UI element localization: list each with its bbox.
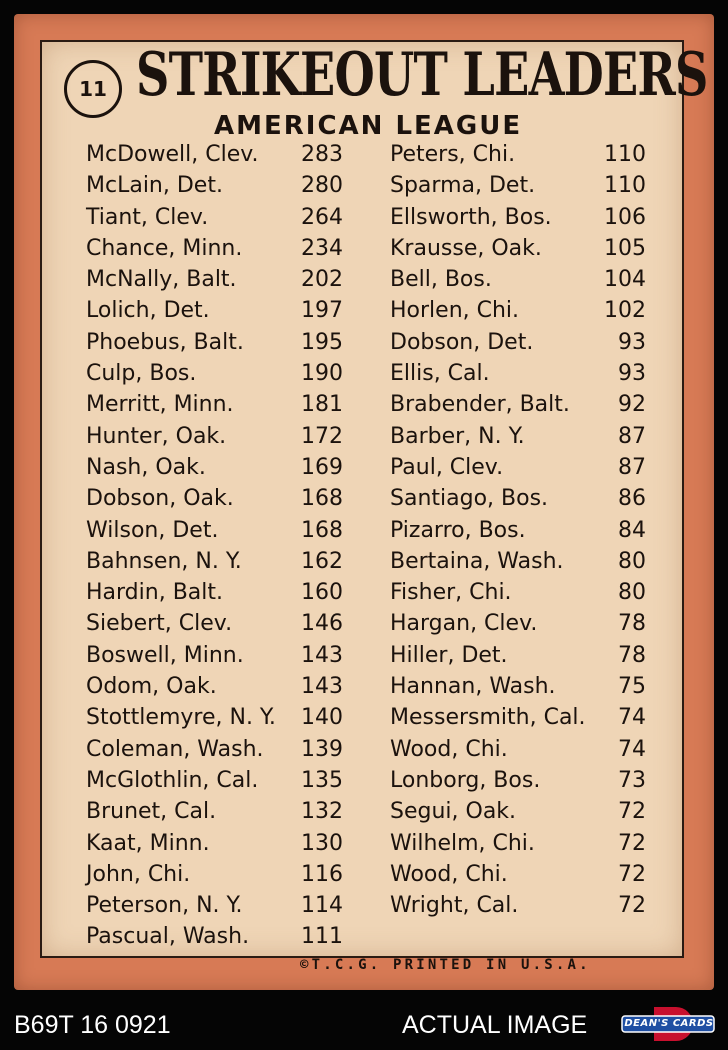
card-number: 11 bbox=[79, 77, 107, 101]
strikeout-total: 143 bbox=[301, 674, 343, 700]
leader-row bbox=[86, 862, 343, 893]
strikeout-total: 110 bbox=[604, 142, 646, 167]
player-name: McNally, Balt. bbox=[86, 267, 237, 293]
strikeout-total: 80 bbox=[618, 580, 646, 606]
strikeout-total: 168 bbox=[301, 486, 343, 512]
leader-row bbox=[86, 705, 343, 736]
leader-row bbox=[390, 705, 646, 736]
player-name: Bahnsen, N. Y. bbox=[86, 548, 242, 574]
player-name: Wright, Cal. bbox=[390, 893, 519, 919]
left-leaders-list bbox=[86, 142, 343, 956]
strikeout-total: 168 bbox=[301, 517, 343, 543]
leader-row bbox=[390, 392, 646, 423]
strikeout-total: 130 bbox=[301, 830, 343, 856]
strikeout-total: 116 bbox=[301, 861, 343, 887]
player-name: Odom, Oak. bbox=[86, 674, 217, 700]
player-name: Wood, Chi. bbox=[390, 736, 508, 762]
strikeout-total: 104 bbox=[604, 267, 646, 293]
strikeout-total: 143 bbox=[301, 642, 343, 668]
leader-row bbox=[390, 518, 646, 549]
player-name: Hiller, Det. bbox=[390, 642, 508, 668]
leader-row bbox=[86, 142, 343, 173]
player-name: Wood, Chi. bbox=[390, 861, 508, 887]
leader-row bbox=[86, 831, 343, 862]
leader-row bbox=[390, 549, 646, 580]
strikeout-total: 181 bbox=[301, 392, 343, 418]
player-name: Stottlemyre, N. Y. bbox=[86, 705, 276, 731]
strikeout-total: 75 bbox=[618, 674, 646, 700]
leader-row bbox=[390, 298, 646, 329]
logo-text: DEAN'S CARDS bbox=[624, 1018, 714, 1029]
leader-row bbox=[86, 580, 343, 611]
leader-row bbox=[390, 893, 646, 924]
strikeout-total: 114 bbox=[301, 893, 343, 919]
strikeout-total: 132 bbox=[301, 799, 343, 825]
leader-row bbox=[86, 236, 343, 267]
leader-row bbox=[390, 611, 646, 642]
leader-row bbox=[390, 173, 646, 204]
leader-row bbox=[390, 424, 646, 455]
leader-row bbox=[390, 142, 646, 173]
player-name: Brunet, Cal. bbox=[86, 799, 217, 825]
strikeout-total: 72 bbox=[618, 893, 646, 919]
strikeout-total: 87 bbox=[618, 423, 646, 449]
leader-row bbox=[390, 799, 646, 830]
player-name: Bertaina, Wash. bbox=[390, 548, 564, 574]
strikeout-total: 283 bbox=[301, 142, 343, 167]
leader-row bbox=[390, 831, 646, 862]
strikeout-total: 140 bbox=[301, 705, 343, 731]
player-name: McGlothlin, Cal. bbox=[86, 767, 259, 793]
leader-row bbox=[390, 205, 646, 236]
player-name: Dobson, Det. bbox=[390, 329, 534, 355]
leader-row bbox=[390, 236, 646, 267]
actual-image-label: ACTUAL IMAGE bbox=[402, 1011, 588, 1039]
strikeout-total: 160 bbox=[301, 580, 343, 606]
player-name: Hargan, Clev. bbox=[390, 611, 538, 637]
strikeout-total: 190 bbox=[301, 361, 343, 387]
strikeout-total: 93 bbox=[618, 361, 646, 387]
player-name: Boswell, Minn. bbox=[86, 642, 244, 668]
leader-row bbox=[86, 799, 343, 830]
player-name: Paul, Clev. bbox=[390, 454, 504, 480]
player-name: Siebert, Clev. bbox=[86, 611, 233, 637]
leader-row bbox=[390, 330, 646, 361]
strikeout-total: 146 bbox=[301, 611, 343, 637]
strikeout-total: 84 bbox=[618, 517, 646, 543]
strikeout-total: 169 bbox=[301, 454, 343, 480]
player-name: Bell, Bos. bbox=[390, 267, 492, 293]
leader-row bbox=[390, 267, 646, 298]
leader-row bbox=[86, 611, 343, 642]
card-subtitle: AMERICAN LEAGUE bbox=[214, 111, 523, 141]
player-name: Peterson, N. Y. bbox=[86, 893, 243, 919]
leader-row bbox=[390, 361, 646, 392]
strikeout-total: 102 bbox=[604, 298, 646, 324]
strikeout-total: 195 bbox=[301, 329, 343, 355]
player-name: Hunter, Oak. bbox=[86, 423, 227, 449]
strikeout-total: 111 bbox=[301, 924, 343, 950]
strikeout-total: 78 bbox=[618, 611, 646, 637]
leader-row bbox=[86, 205, 343, 236]
player-name: Horlen, Chi. bbox=[390, 298, 520, 324]
leader-row bbox=[86, 893, 343, 924]
player-name: Merritt, Minn. bbox=[86, 392, 234, 418]
player-name: Pizarro, Bos. bbox=[390, 517, 526, 543]
player-name: McDowell, Clev. bbox=[86, 142, 259, 167]
player-name: Segui, Oak. bbox=[390, 799, 517, 825]
strikeout-total: 280 bbox=[301, 173, 343, 199]
card-number-badge bbox=[64, 60, 122, 118]
strikeout-total: 234 bbox=[301, 235, 343, 261]
strikeout-total: 264 bbox=[301, 204, 343, 230]
player-name: Pascual, Wash. bbox=[86, 924, 250, 950]
strikeout-total: 162 bbox=[301, 548, 343, 574]
strikeout-total: 110 bbox=[604, 173, 646, 199]
player-name: John, Chi. bbox=[86, 861, 191, 887]
leader-row bbox=[86, 424, 343, 455]
strikeout-total: 92 bbox=[618, 392, 646, 418]
leader-row bbox=[390, 674, 646, 705]
player-name: Fisher, Chi. bbox=[390, 580, 512, 606]
strikeout-total: 72 bbox=[618, 799, 646, 825]
strikeout-total: 78 bbox=[618, 642, 646, 668]
player-name: Wilson, Det. bbox=[86, 517, 219, 543]
leader-row bbox=[86, 518, 343, 549]
strikeout-total: 72 bbox=[618, 830, 646, 856]
leader-row bbox=[86, 267, 343, 298]
player-name: Hardin, Balt. bbox=[86, 580, 223, 606]
player-name: Hannan, Wash. bbox=[390, 674, 556, 700]
strikeout-total: 93 bbox=[618, 329, 646, 355]
strikeout-total: 80 bbox=[618, 548, 646, 574]
leader-row bbox=[86, 392, 343, 423]
player-name: Tiant, Clev. bbox=[86, 204, 209, 230]
strikeout-total: 106 bbox=[604, 204, 646, 230]
strikeout-total: 74 bbox=[618, 705, 646, 731]
copyright-line: ©T.C.G. PRINTED IN U.S.A. bbox=[300, 957, 591, 973]
strikeout-total: 72 bbox=[618, 861, 646, 887]
leader-row bbox=[390, 643, 646, 674]
leader-row bbox=[390, 580, 646, 611]
player-name: Ellsworth, Bos. bbox=[390, 204, 552, 230]
strikeout-total: 73 bbox=[618, 767, 646, 793]
leader-row bbox=[86, 737, 343, 768]
player-name: Kaat, Minn. bbox=[86, 830, 210, 856]
leader-row bbox=[86, 298, 343, 329]
strikeout-total: 139 bbox=[301, 736, 343, 762]
strikeout-total: 202 bbox=[301, 267, 343, 293]
leader-row bbox=[86, 486, 343, 517]
player-name: Brabender, Balt. bbox=[390, 392, 570, 418]
player-name: Santiago, Bos. bbox=[390, 486, 549, 512]
leader-row bbox=[390, 862, 646, 893]
player-name: Nash, Oak. bbox=[86, 454, 206, 480]
strikeout-total: 105 bbox=[604, 235, 646, 261]
leader-row bbox=[86, 330, 343, 361]
player-name: Lonborg, Bos. bbox=[390, 767, 541, 793]
player-name: Coleman, Wash. bbox=[86, 736, 264, 762]
player-name: McLain, Det. bbox=[86, 173, 223, 199]
player-name: Messersmith, Cal. bbox=[390, 705, 586, 731]
strikeout-total: 197 bbox=[301, 298, 343, 324]
leader-row bbox=[86, 924, 343, 955]
player-name: Peters, Chi. bbox=[390, 142, 516, 167]
leader-row bbox=[86, 768, 343, 799]
leader-row bbox=[390, 768, 646, 799]
player-name: Krausse, Oak. bbox=[390, 235, 542, 261]
player-name: Phoebus, Balt. bbox=[86, 329, 244, 355]
leader-row bbox=[86, 674, 343, 705]
player-name: Culp, Bos. bbox=[86, 361, 197, 387]
leader-row bbox=[86, 549, 343, 580]
item-code: B69T 16 0921 bbox=[14, 1011, 171, 1039]
right-leaders-list bbox=[390, 142, 646, 924]
strikeout-total: 86 bbox=[618, 486, 646, 512]
player-name: Dobson, Oak. bbox=[86, 486, 234, 512]
leader-row bbox=[390, 455, 646, 486]
leader-row bbox=[86, 643, 343, 674]
player-name: Ellis, Cal. bbox=[390, 361, 490, 387]
leader-row bbox=[390, 486, 646, 517]
player-name: Sparma, Det. bbox=[390, 173, 536, 199]
player-name: Chance, Minn. bbox=[86, 235, 243, 261]
leader-row bbox=[86, 173, 343, 204]
strikeout-total: 74 bbox=[618, 736, 646, 762]
leader-row bbox=[86, 455, 343, 486]
strikeout-total: 87 bbox=[618, 454, 646, 480]
player-name: Wilhelm, Chi. bbox=[390, 830, 535, 856]
player-name: Lolich, Det. bbox=[86, 298, 210, 324]
leader-row bbox=[390, 737, 646, 768]
strikeout-total: 135 bbox=[301, 767, 343, 793]
player-name: Barber, N. Y. bbox=[390, 423, 525, 449]
leader-row bbox=[86, 361, 343, 392]
card-title: STRIKEOUT LEADERS bbox=[136, 40, 708, 110]
strikeout-total: 172 bbox=[301, 423, 343, 449]
